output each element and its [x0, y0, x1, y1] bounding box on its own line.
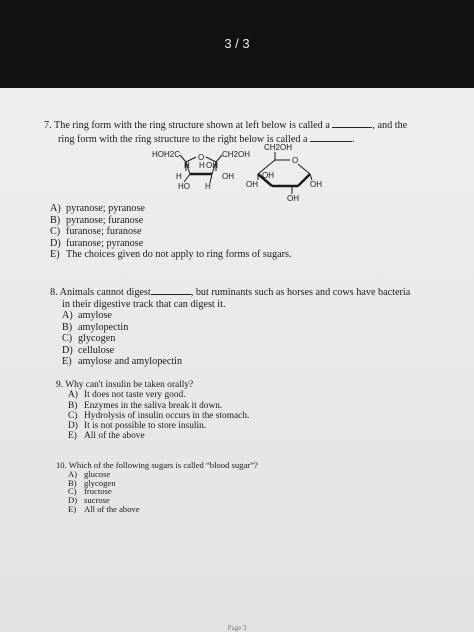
question-7-options: [50, 203, 292, 261]
document-page: [0, 88, 474, 632]
page-footer: Page 3: [227, 624, 247, 632]
label-oh-right-right: OH: [310, 180, 322, 189]
question-8-line-2: [50, 299, 410, 311]
question-7-blank-1: [332, 118, 372, 128]
label-ho: HO: [178, 182, 190, 191]
q10-option-e[interactable]: E) All of the above: [68, 503, 140, 514]
sugar-ring-structures: [140, 138, 360, 208]
page-counter: 3 / 3: [224, 36, 250, 51]
label-h1: H: [184, 161, 190, 170]
question-10-text-1: Which of the following sugars is called “blood sugar”?: [68, 460, 258, 470]
q7-option-e[interactable]: E) The choices given do not apply to ring forms of sugars.: [50, 249, 292, 260]
label-h3: H: [176, 172, 182, 181]
question-8-blank: [151, 285, 191, 295]
question-7-text-2: ring form with the ring structure to the right below is called a: [58, 133, 308, 145]
label-oh-right-mid: OH: [262, 171, 274, 180]
q9-option-a[interactable]: A) It does not taste very good.: [68, 390, 186, 401]
q10-option-a[interactable]: A) glucose: [68, 468, 111, 479]
q9-option-c[interactable]: C) Hydrolysis of insulin occurs in the stomach.: [68, 410, 250, 421]
label-hoh2c: HOH2C: [152, 150, 181, 159]
q7-option-b[interactable]: B) pyranose; furanose: [50, 214, 144, 226]
label-oh-right-left: OH: [246, 180, 258, 189]
q7-option-d[interactable]: D) furanose; pyranose: [50, 237, 144, 249]
q8-option-c[interactable]: C) glycogen: [62, 333, 116, 344]
question-10: [56, 461, 258, 514]
question-8-line-1: [50, 285, 410, 299]
question-8: [50, 285, 410, 368]
q10-option-b[interactable]: B) glycogen: [68, 477, 116, 488]
label-h2: H: [199, 161, 205, 170]
label-oh-inner: OH: [206, 161, 218, 170]
q10-option-c[interactable]: C) fructose: [68, 486, 112, 497]
question-7-line-1: [44, 118, 407, 132]
question-8-text-1-end: , but ruminants such as horses and cows have bacteria: [190, 287, 411, 298]
q8-option-d[interactable]: D) cellulose: [62, 344, 115, 356]
q7-option-a[interactable]: A) pyranose; pyranose: [50, 203, 145, 214]
label-oh-right-bottom: OH: [287, 194, 299, 203]
question-8-number: 8.: [50, 287, 58, 298]
question-9: [56, 380, 249, 442]
label-ch2oh-left: CH2OH: [222, 150, 251, 159]
question-8-text-1: Animals cannot digest: [59, 287, 151, 298]
question-8-text-2: in their digestive track that can digest it.: [62, 298, 226, 310]
question-7-number: 7.: [44, 120, 52, 131]
label-ring-o-left: O: [198, 153, 205, 162]
furanose-structure: [152, 150, 250, 191]
question-7-text-1: The ring form with the ring structure shown at left below is called a: [54, 120, 330, 131]
label-ch2oh-right: CH2OH: [264, 143, 293, 152]
q8-option-b[interactable]: B) amylopectin: [62, 321, 129, 333]
question-10-number: 10.: [56, 460, 67, 470]
question-7-text-1-end: , and the: [372, 120, 408, 131]
q7-option-c[interactable]: C) furanose; furanose: [50, 226, 142, 237]
question-9-line-1: [56, 380, 249, 390]
q10-option-d[interactable]: D) sucrose: [68, 495, 110, 506]
question-7-text-2-end: .: [352, 133, 355, 145]
q9-option-b[interactable]: B) Enzymes in the saliva break it down.: [68, 400, 223, 411]
q9-option-d[interactable]: D) It is not possible to store insulin.: [68, 421, 207, 432]
pyranose-structure: [246, 143, 322, 203]
label-h4: H: [205, 182, 211, 191]
label-ring-o-right: O: [292, 156, 299, 165]
viewer-top-bar: [0, 0, 474, 88]
question-9-number: 9.: [56, 380, 64, 390]
q8-option-a[interactable]: A) amylose: [62, 310, 112, 321]
q8-option-e[interactable]: E) amylose and amylopectin: [62, 356, 183, 367]
q9-option-e[interactable]: E) All of the above: [68, 431, 145, 442]
label-oh-left-bottom: OH: [222, 172, 234, 181]
question-9-text-1: Why can't insulin be taken orally?: [65, 380, 194, 390]
